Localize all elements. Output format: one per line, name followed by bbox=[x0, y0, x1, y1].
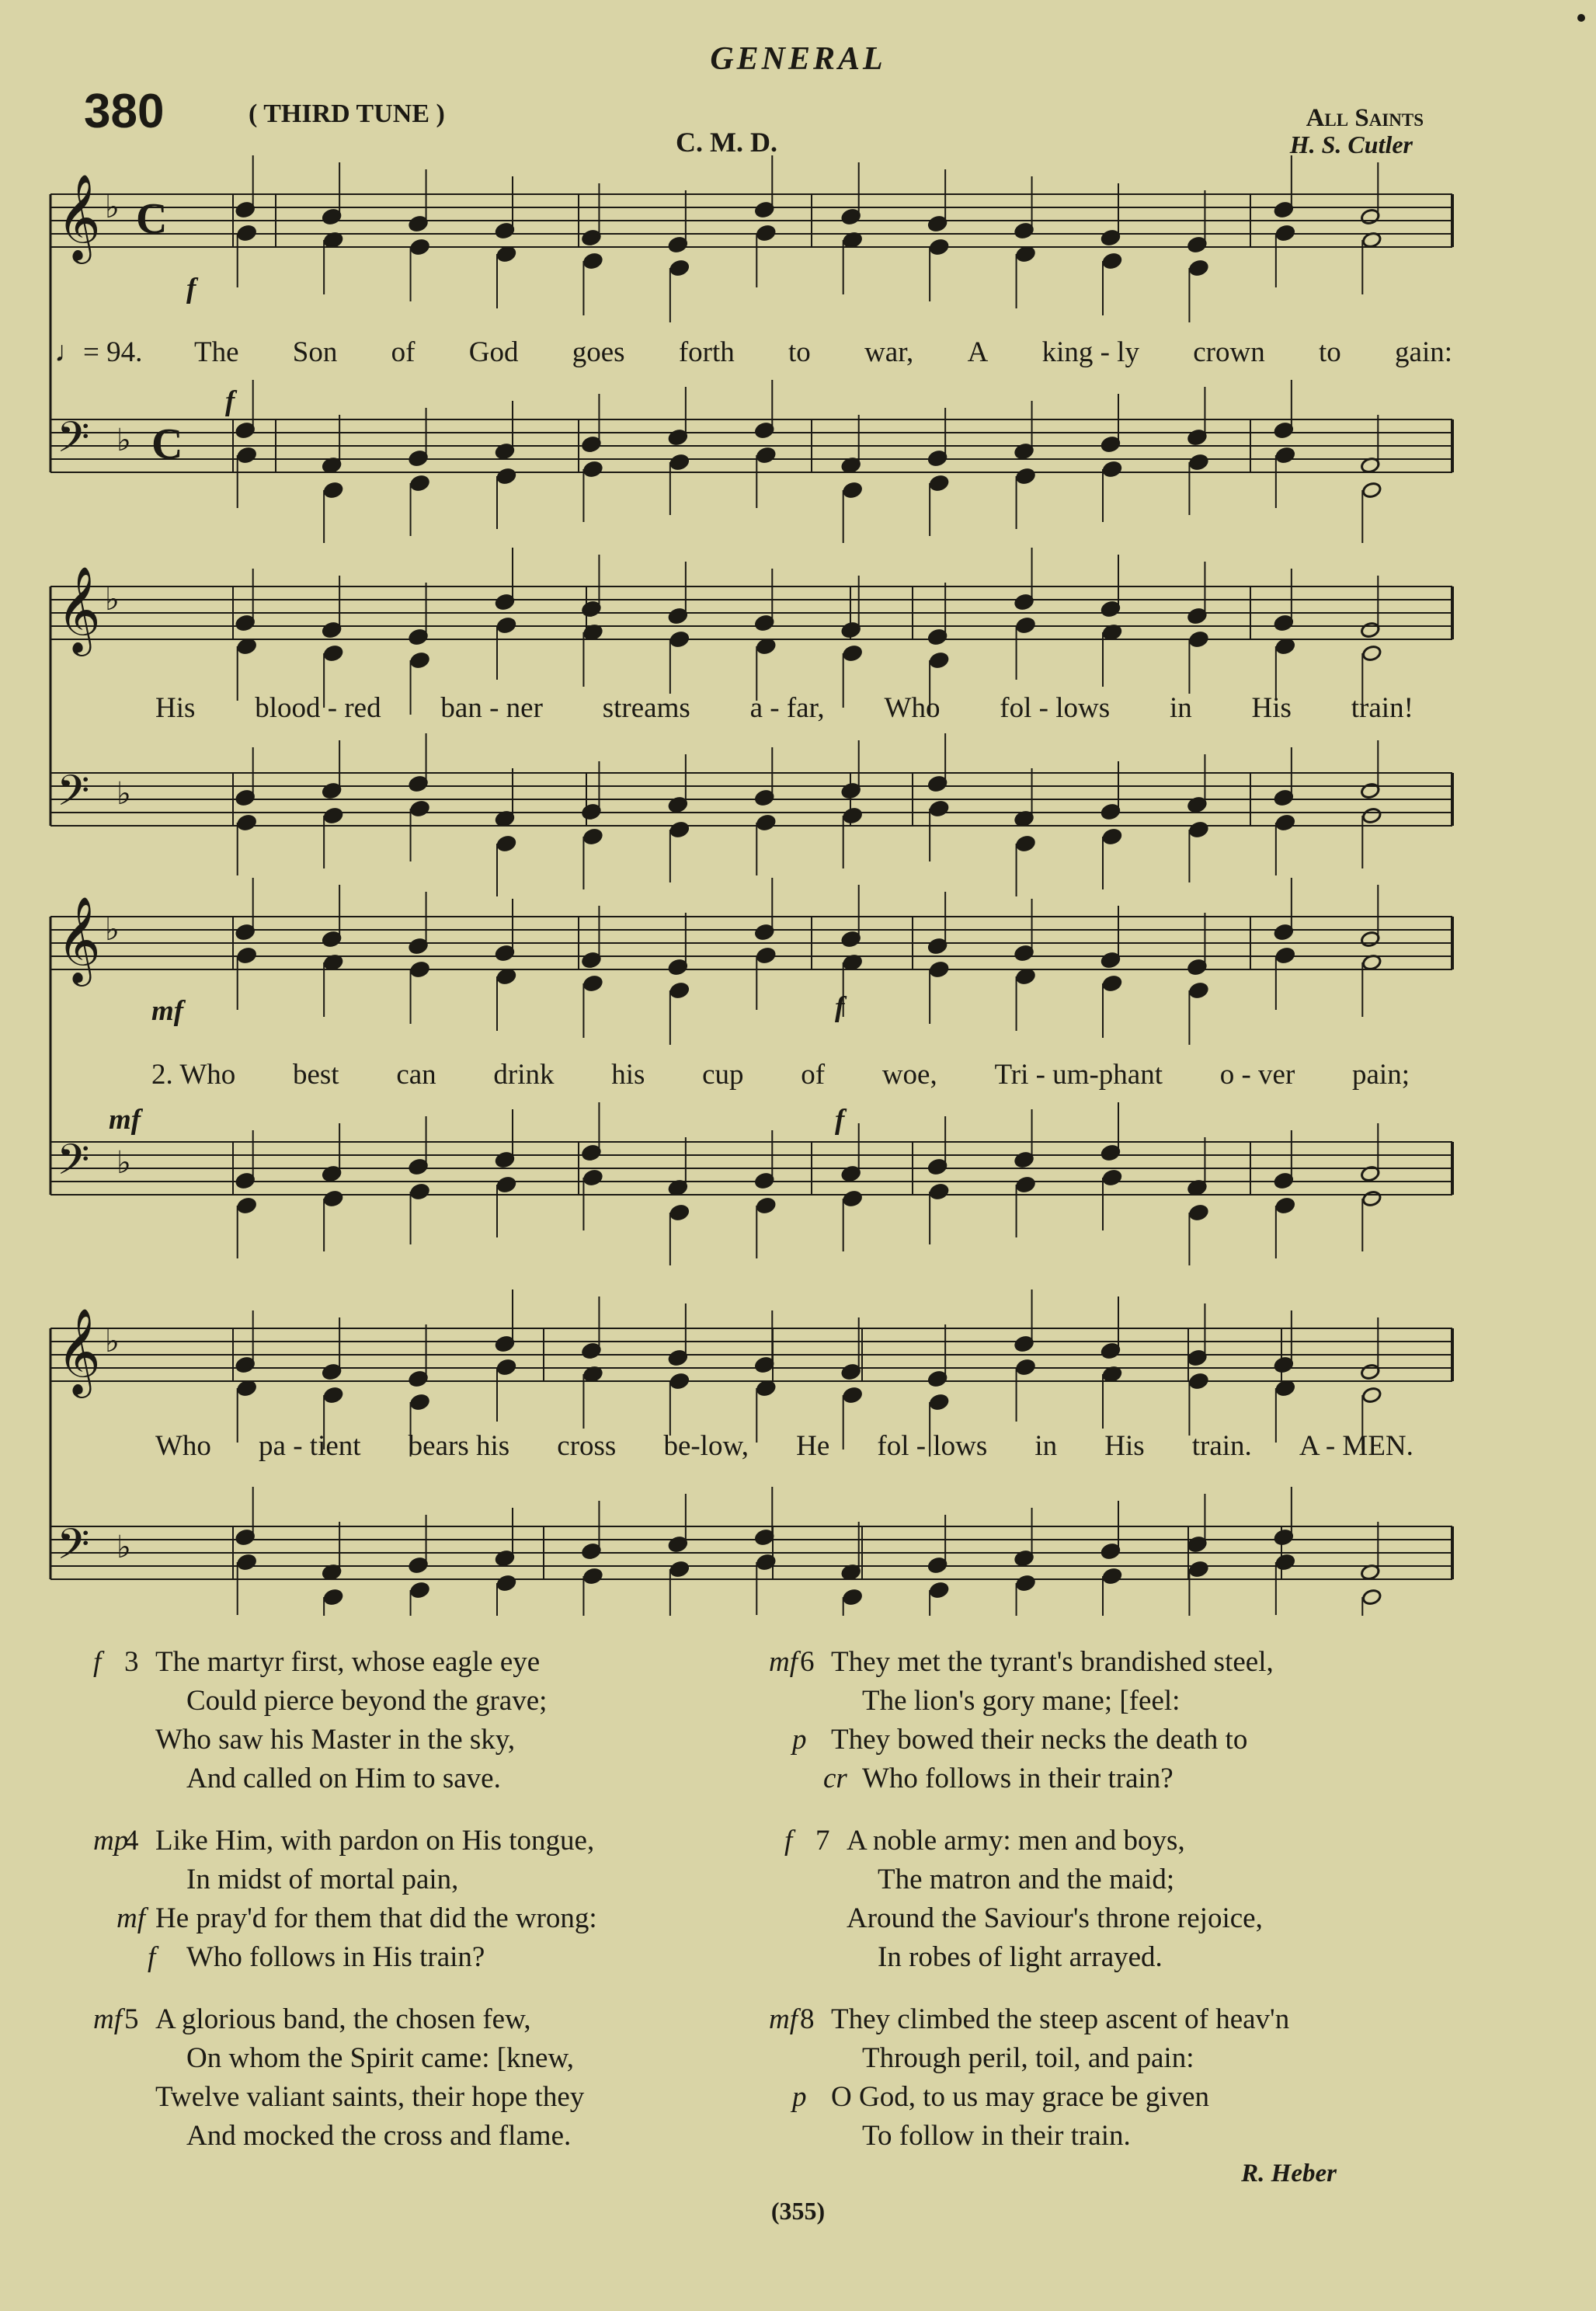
lyric-word: His bbox=[155, 692, 196, 724]
quarter-note bbox=[1188, 1373, 1208, 1390]
line-dynamic: mf bbox=[116, 1902, 145, 1934]
quarter-note bbox=[669, 1561, 690, 1578]
quarter-note bbox=[669, 1204, 690, 1222]
dynamic-mark: mf bbox=[109, 1104, 141, 1136]
verse-text: Twelve valiant saints, their hope they bbox=[155, 2081, 585, 2113]
quarter-note bbox=[409, 475, 429, 492]
flat-sign: ♭ bbox=[105, 912, 120, 948]
half-note bbox=[1361, 1190, 1382, 1208]
lyric-word: 2. Who bbox=[151, 1059, 236, 1091]
quarter-note bbox=[1015, 245, 1035, 263]
dynamic-mark: f bbox=[225, 385, 235, 417]
lyric-word: be-low, bbox=[663, 1430, 749, 1462]
quarter-note bbox=[409, 1394, 429, 1411]
quarter-note bbox=[496, 1359, 516, 1377]
quarter-note bbox=[756, 947, 776, 965]
line-dynamic: p bbox=[792, 1724, 807, 1756]
dynamic-mark: f bbox=[835, 991, 845, 1023]
lyric-word: gain: bbox=[1395, 336, 1452, 368]
flat-sign: ♭ bbox=[105, 582, 120, 618]
verse-number: 4 bbox=[124, 1825, 139, 1857]
quarter-note bbox=[669, 259, 690, 277]
verse-text: A noble army: men and boys, bbox=[847, 1825, 1185, 1857]
quarter-note bbox=[1102, 461, 1122, 479]
half-note bbox=[1361, 1387, 1382, 1404]
verse-text: Could pierce beyond the grave; bbox=[186, 1685, 548, 1717]
verse-text: Through peril, toil, and pain: bbox=[862, 2042, 1194, 2074]
quarter-note bbox=[929, 1183, 949, 1201]
dynamic-mark: f bbox=[835, 1104, 845, 1136]
lyric-word: crown bbox=[1193, 336, 1265, 368]
lyric-line bbox=[155, 1429, 1413, 1463]
quarter-note bbox=[1188, 454, 1208, 472]
lyric-word: to bbox=[1318, 336, 1341, 368]
lyric-word: of bbox=[391, 336, 416, 368]
quarter-note bbox=[669, 982, 690, 1000]
line-dynamic: cr bbox=[823, 1763, 847, 1794]
author: R. Heber bbox=[1241, 2160, 1337, 2187]
lyric-word: goes bbox=[572, 336, 625, 368]
quarter-note bbox=[237, 638, 257, 656]
lyric-word: streams bbox=[602, 692, 690, 724]
quarter-note bbox=[843, 1589, 863, 1606]
verse-text: To follow in their train. bbox=[862, 2120, 1131, 2152]
lyric-word: woe, bbox=[881, 1059, 937, 1091]
lyric-word: cup bbox=[702, 1059, 744, 1091]
flat-sign: ♭ bbox=[116, 776, 131, 812]
dynamic-mark: mf bbox=[151, 995, 184, 1027]
verse-text: He pray'd for them that did the wrong: bbox=[155, 1902, 597, 1934]
quarter-note bbox=[669, 821, 690, 839]
verse-number: 8 bbox=[800, 2003, 815, 2035]
verse-text: Who saw his Master in the sky, bbox=[155, 1724, 516, 1756]
quarter-note bbox=[496, 617, 516, 635]
lyric-word: of bbox=[801, 1059, 826, 1091]
treble-clef: 𝄞 bbox=[57, 173, 101, 260]
line-dynamic: p bbox=[792, 2081, 807, 2113]
quarter-note bbox=[323, 482, 343, 499]
lyric-word: A bbox=[967, 336, 989, 368]
quarter-note bbox=[496, 468, 516, 486]
page-number: (355) bbox=[770, 2197, 826, 2225]
flat-sign: ♭ bbox=[116, 1530, 131, 1565]
quarter-note bbox=[843, 482, 863, 499]
lyric-word: Who bbox=[155, 1430, 211, 1462]
lyric-word: Tri - um-phant bbox=[994, 1059, 1163, 1091]
quarter-note bbox=[1102, 252, 1122, 270]
quarter-note bbox=[496, 968, 516, 986]
quarter-note bbox=[582, 828, 603, 846]
tempo-marking bbox=[54, 336, 142, 369]
lyric-line bbox=[194, 336, 1452, 369]
lyric-word: ban - ner bbox=[440, 692, 543, 724]
dynamic-mark: f bbox=[186, 273, 196, 305]
lyric-word: to bbox=[788, 336, 811, 368]
half-note bbox=[1361, 645, 1382, 663]
treble-clef: 𝄞 bbox=[57, 1307, 101, 1394]
quarter-note bbox=[929, 1394, 949, 1411]
quarter-note bbox=[1188, 259, 1208, 277]
lyric-word: drink bbox=[493, 1059, 555, 1091]
lyric-word: in bbox=[1034, 1430, 1058, 1462]
quarter-note bbox=[756, 638, 776, 656]
verse-text: The matron and the maid; bbox=[878, 1864, 1175, 1895]
verse-dynamic: f bbox=[784, 1825, 793, 1857]
verse-text: The lion's gory mane; [feel: bbox=[862, 1685, 1180, 1717]
tune-note: ( THIRD TUNE ) bbox=[249, 99, 445, 128]
quarter-note bbox=[843, 1387, 863, 1404]
bass-clef: 𝄢 bbox=[57, 766, 90, 826]
quarter-note bbox=[409, 800, 429, 818]
quarter-note bbox=[1275, 814, 1295, 832]
quarter-note bbox=[843, 1190, 863, 1208]
quarter-note bbox=[409, 238, 429, 256]
composer: H. S. Cutler bbox=[1289, 131, 1413, 158]
quarter-note bbox=[1102, 828, 1122, 846]
quarter-note bbox=[409, 961, 429, 979]
lyric-word: His bbox=[1251, 692, 1292, 724]
quarter-note bbox=[756, 1197, 776, 1215]
quarter-note bbox=[929, 238, 949, 256]
verse-dynamic: mf bbox=[93, 2003, 122, 2035]
quarter-note bbox=[1275, 224, 1295, 242]
quarter-note bbox=[582, 1169, 603, 1187]
lyric-word: The bbox=[194, 336, 239, 368]
verse-text: They bowed their necks the death to bbox=[831, 1724, 1248, 1756]
lyric-word: train. bbox=[1191, 1430, 1252, 1462]
bass-clef: 𝄢 bbox=[57, 1519, 90, 1579]
verse-dynamic: f bbox=[93, 1646, 102, 1678]
verse-text: On whom the Spirit came: [knew, bbox=[186, 2042, 575, 2074]
quarter-note bbox=[1102, 1169, 1122, 1187]
verse-number: 7 bbox=[815, 1825, 830, 1857]
quarter-note bbox=[496, 835, 516, 853]
quarter-note bbox=[1188, 1204, 1208, 1222]
quarter-note bbox=[1015, 1359, 1035, 1377]
half-note bbox=[1361, 807, 1382, 825]
quarter-note bbox=[929, 475, 949, 492]
verse-text: Who follows in His train? bbox=[186, 1941, 485, 1973]
lyric-word: can bbox=[396, 1059, 436, 1091]
quarter-note bbox=[409, 1183, 429, 1201]
quarter-note bbox=[756, 814, 776, 832]
quarter-note bbox=[756, 447, 776, 465]
quarter-note bbox=[756, 224, 776, 242]
quarter-note bbox=[1102, 1568, 1122, 1585]
quarter-note bbox=[929, 800, 949, 818]
lyric-word: king - ly bbox=[1041, 336, 1139, 368]
quarter-note bbox=[1102, 975, 1122, 993]
lyric-word: bears his bbox=[408, 1430, 510, 1462]
treble-clef: 𝄞 bbox=[57, 566, 101, 653]
verse-text: In midst of mortal pain, bbox=[186, 1864, 459, 1895]
tempo-value: = 94. bbox=[83, 336, 143, 368]
quarter-note bbox=[1275, 447, 1295, 465]
verse-text: The martyr first, whose eagle eye bbox=[155, 1646, 541, 1678]
quarter-note bbox=[1015, 617, 1035, 635]
time-signature: C bbox=[151, 420, 183, 468]
lyric-word: war, bbox=[864, 336, 914, 368]
verse-text: They climbed the steep ascent of heav'n bbox=[831, 2003, 1290, 2035]
lyric-line bbox=[155, 691, 1413, 725]
quarter-note bbox=[582, 975, 603, 993]
quarter-note bbox=[1015, 468, 1035, 486]
lyric-word: forth bbox=[678, 336, 735, 368]
verse-text: And mocked the cross and flame. bbox=[186, 2120, 572, 2152]
flat-sign: ♭ bbox=[116, 423, 131, 458]
quarter-note bbox=[496, 1575, 516, 1592]
quarter-note bbox=[1275, 1197, 1295, 1215]
treble-clef: 𝄞 bbox=[57, 896, 101, 983]
quarter-note bbox=[929, 1582, 949, 1599]
lyric-word: a - far, bbox=[749, 692, 825, 724]
quarter-note bbox=[1275, 1554, 1295, 1571]
flat-sign: ♭ bbox=[116, 1145, 131, 1181]
quarter-note bbox=[929, 652, 949, 670]
quarter-note bbox=[1015, 1176, 1035, 1194]
quarter-note bbox=[237, 447, 257, 465]
lyric-word: A - MEN. bbox=[1299, 1430, 1413, 1462]
quarter-note bbox=[237, 814, 257, 832]
section-title: GENERAL bbox=[710, 41, 886, 77]
verse-dynamic: mf bbox=[769, 1646, 798, 1678]
bass-clef: 𝄢 bbox=[57, 412, 90, 472]
verse-dynamic: mf bbox=[769, 2003, 798, 2035]
quarter-note bbox=[1275, 1380, 1295, 1397]
lyric-word: His bbox=[1104, 1430, 1145, 1462]
meter: C. M. D. bbox=[676, 127, 777, 158]
quarter-note bbox=[669, 631, 690, 649]
quarter-note bbox=[1015, 835, 1035, 853]
quarter-note bbox=[1188, 982, 1208, 1000]
lyric-line bbox=[151, 1058, 1410, 1091]
line-dynamic: f bbox=[148, 1941, 156, 1973]
bass-clef: 𝄢 bbox=[57, 1135, 90, 1195]
time-signature: C bbox=[136, 195, 168, 243]
quarter-note bbox=[323, 1387, 343, 1404]
lyric-word: fol - lows bbox=[877, 1430, 988, 1462]
flat-sign: ♭ bbox=[105, 1324, 120, 1359]
lyric-word: blood - red bbox=[255, 692, 381, 724]
verse-text: Around the Saviour's throne rejoice, bbox=[847, 1902, 1263, 1934]
verse-number: 3 bbox=[124, 1646, 139, 1678]
quarter-note bbox=[323, 807, 343, 825]
lyric-word: He bbox=[796, 1430, 830, 1462]
quarter-note-icon: ♩ bbox=[54, 336, 83, 368]
quarter-note bbox=[496, 245, 516, 263]
verse-text: In robes of light arrayed. bbox=[878, 1941, 1163, 1973]
verse-number: 6 bbox=[800, 1646, 815, 1678]
half-note bbox=[1361, 482, 1382, 499]
lyric-word: train! bbox=[1351, 692, 1413, 724]
lyric-word: Son bbox=[292, 336, 338, 368]
quarter-note bbox=[496, 1176, 516, 1194]
quarter-note bbox=[323, 1589, 343, 1606]
quarter-note bbox=[237, 1197, 257, 1215]
quarter-note bbox=[237, 224, 257, 242]
quarter-note bbox=[582, 252, 603, 270]
flat-sign: ♭ bbox=[105, 190, 120, 225]
hymn-number: 380 bbox=[84, 85, 165, 138]
half-note bbox=[1361, 1589, 1382, 1606]
lyric-word: fol - lows bbox=[1000, 692, 1111, 724]
quarter-note bbox=[237, 1554, 257, 1571]
verse-text: A glorious band, the chosen few, bbox=[155, 2003, 531, 2035]
quarter-note bbox=[756, 1380, 776, 1397]
quarter-note bbox=[1188, 631, 1208, 649]
quarter-note bbox=[1188, 1561, 1208, 1578]
verse-text: Who follows in their train? bbox=[862, 1763, 1174, 1794]
quarter-note bbox=[582, 461, 603, 479]
quarter-note bbox=[1015, 1575, 1035, 1592]
quarter-note bbox=[323, 1190, 343, 1208]
lyric-word: o - ver bbox=[1219, 1059, 1295, 1091]
verse-text: And called on Him to save. bbox=[186, 1763, 501, 1794]
quarter-note bbox=[929, 961, 949, 979]
quarter-note bbox=[323, 645, 343, 663]
quarter-note bbox=[409, 652, 429, 670]
quarter-note bbox=[409, 1582, 429, 1599]
tune-name: All Saints bbox=[1306, 104, 1424, 132]
quarter-note bbox=[1015, 968, 1035, 986]
lyric-word: best bbox=[292, 1059, 339, 1091]
lyric-word: in bbox=[1169, 692, 1192, 724]
verse-text: O God, to us may grace be given bbox=[831, 2081, 1210, 2113]
lyric-word: pain; bbox=[1352, 1059, 1410, 1091]
quarter-note bbox=[843, 807, 863, 825]
quarter-note bbox=[843, 645, 863, 663]
verse-dynamic: mp bbox=[93, 1825, 129, 1857]
quarter-note bbox=[1275, 638, 1295, 656]
quarter-note bbox=[582, 1568, 603, 1585]
quarter-note bbox=[1188, 821, 1208, 839]
lyric-word: his bbox=[611, 1059, 645, 1091]
lyric-word: God bbox=[468, 336, 519, 368]
verse-number: 5 bbox=[124, 2003, 139, 2035]
verse-text: Like Him, with pardon on His tongue, bbox=[155, 1825, 595, 1857]
lyric-word: pa - tient bbox=[259, 1430, 361, 1462]
quarter-note bbox=[237, 947, 257, 965]
verse-text: They met the tyrant's brandished steel, bbox=[831, 1646, 1274, 1678]
lyric-word: cross bbox=[557, 1430, 617, 1462]
quarter-note bbox=[1275, 947, 1295, 965]
lyric-word: Who bbox=[884, 692, 941, 724]
quarter-note bbox=[669, 1373, 690, 1390]
quarter-note bbox=[237, 1380, 257, 1397]
quarter-note bbox=[669, 454, 690, 472]
